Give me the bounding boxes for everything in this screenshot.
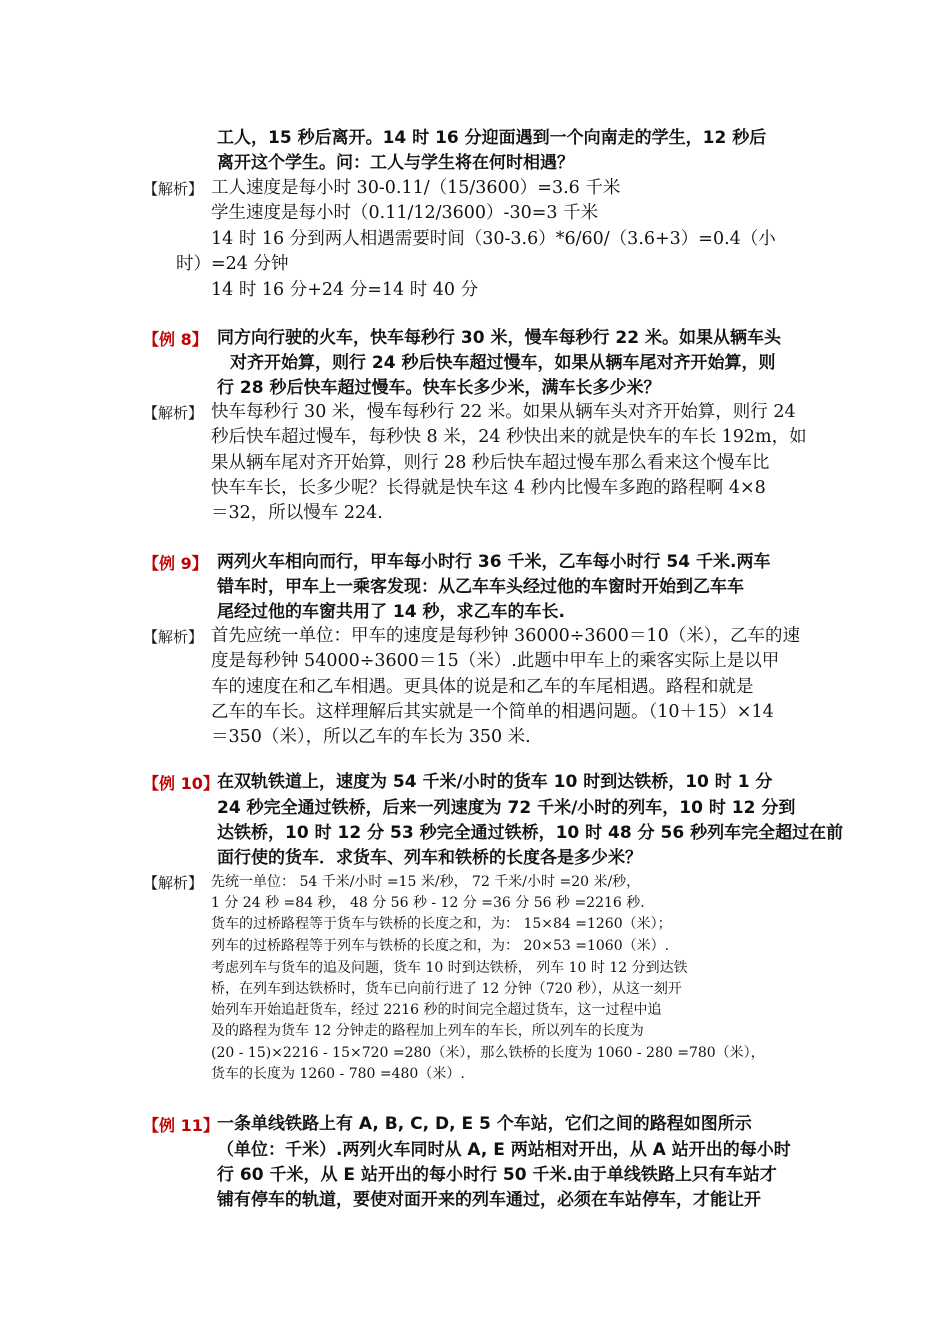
analysis-line: (20 - 15)×2216 - 15×720 =280（米），那么铁桥的长度为 1060 - 280 =780（米）， [211,1045,765,1061]
analysis-line: 快车每秒行 30 米，慢车每秒行 22 米。如果从辆车头对齐开始算，则行 24 [211,402,796,422]
question-line: 两列火车相向而行，甲车每小时行 36 千米，乙车每小时行 54 千米.两车 [217,552,771,572]
question-line: 同方向行驶的火车，快车每秒行 30 米，慢车每秒行 22 米。如果从辆车头 [217,328,781,348]
question-line: （单位：千米）.两列火车同时从 A, E 两站相对开出，从 A 站开出的每小时 [217,1140,791,1160]
example-label: 【例 11】 [143,1116,219,1135]
question-line: 行 60 千米，从 E 站开出的每小时行 50 千米.由于单线铁路上只有车站才 [217,1165,777,1185]
analysis-line: 始列车开始追赶货车，经过 2216 秒的时间完全超过货车，这一过程中追 [211,1002,662,1018]
question-line: 在双轨铁道上，速度为 54 千米/小时的货车 10 时到达铁桥，10 时 1 分 [217,772,773,792]
analysis-line: 14 时 16 分+24 分=14 时 40 分 [211,280,479,300]
analysis-line: 14 时 16 分到两人相遇需要时间（30-3.6）*6/60/（3.6+3）=0.4（小 [211,229,776,249]
analysis-line: 桥，在列车到达铁桥时，货车已向前行进了 12 分钟（720 秒），从这一刻开 [211,981,682,997]
analysis-line: 货车的长度为 1260 - 780 =480（米）. [211,1066,465,1082]
analysis-line: 先统一单位： 54 千米/小时 =15 米/秒， 72 千米/小时 =20 米/秒， [211,874,641,890]
example-label: 【例 8】 [143,330,208,349]
analysis-line: 车的速度在和乙车相遇。更具体的说是和乙车的车尾相遇。路程和就是 [211,677,754,697]
analysis-line: 时）=24 分钟 [176,254,289,274]
question-line: 尾经过他的车窗共用了 14 秒，求乙车的车长. [217,602,565,622]
analysis-line: 乙车的车长。这样理解后其实就是一个简单的相遇问题。（10＋15）×14 [211,702,774,722]
analysis-line: 首先应统一单位：甲车的速度是每秒钟 36000÷3600＝10（米），乙车的速 [211,626,800,646]
analysis-line: 1 分 24 秒 =84 秒， 48 分 56 秒 - 12 分 =36 分 56 秒 =2216 秒. [211,895,645,911]
analysis-line: ＝350（米），所以乙车的车长为 350 米. [211,727,531,747]
question-line: 离开这个学生。问：工人与学生将在何时相遇？ [217,153,574,173]
example-label: 【例 10】 [143,774,219,793]
analysis-line: 果从辆车尾对齐开始算，则行 28 秒后快车超过慢车那么看来这个慢车比 [211,453,770,473]
analysis-label: 【解析】 [143,180,204,198]
question-line: 达铁桥，10 时 12 分 53 秒完全通过铁桥，10 时 48 分 56 秒列车完全超过在前 [217,823,844,843]
analysis-line: 快车车长，长多少呢？长得就是快车这 4 秒内比慢车多跑的路程啊 4×8 [211,478,766,498]
example-label: 【例 9】 [143,554,208,573]
analysis-label: 【解析】 [143,628,204,646]
question-line: 一条单线铁路上有 A, B, C, D, E 5 个车站，它们之间的路程如图所示 [217,1114,752,1134]
analysis-label: 【解析】 [143,404,204,422]
analysis-line: 列车的过桥路程等于列车与铁桥的长度之和，为： 20×53 =1060（米）. [211,938,670,954]
analysis-line: 度是每秒钟 54000÷3600＝15（米）.此题中甲车上的乘客实际上是以甲 [211,651,780,671]
analysis-line: 学生速度是每小时（0.11/12/3600）-30=3 千米 [211,203,599,223]
question-line: 行 28 秒后快车超过慢车。快车长多少米，满车长多少米？ [217,378,661,398]
question-line: 铺有停车的轨道，要使对面开来的列车通过，必须在车站停车，才能让开 [217,1190,761,1210]
analysis-line: 及的路程为货车 12 分钟走的路程加上列车的车长，所以列车的长度为 [211,1023,644,1039]
question-line: 面行使的货车．求货车、列车和铁桥的长度各是多少米？ [217,848,642,868]
analysis-line: 秒后快车超过慢车，每秒快 8 米，24 秒快出来的就是快车的车长 192m，如 [211,427,807,447]
question-line: 错车时，甲车上一乘客发现：从乙车车头经过他的车窗时开始到乙车车 [217,577,744,597]
question-line: 工人，15 秒后离开。14 时 16 分迎面遇到一个向南走的学生，12 秒后 [217,128,767,148]
analysis-line: ＝32，所以慢车 224. [211,503,383,523]
analysis-label: 【解析】 [143,874,204,892]
analysis-line: 货车的过桥路程等于货车与铁桥的长度之和，为： 15×84 =1260（米）； [211,916,672,932]
question-line: 对齐开始算，则行 24 秒后快车超过慢车，如果从辆车尾对齐开始算，则 [230,353,776,373]
analysis-line: 工人速度是每小时 30-0.11/（15/3600）=3.6 千米 [211,178,621,198]
analysis-line: 考虑列车与货车的追及问题，货车 10 时到达铁桥， 列车 10 时 12 分到达铁 [211,960,688,976]
question-line: 24 秒完全通过铁桥，后来一列速度为 72 千米/小时的列车，10 时 12 分到 [217,798,796,818]
